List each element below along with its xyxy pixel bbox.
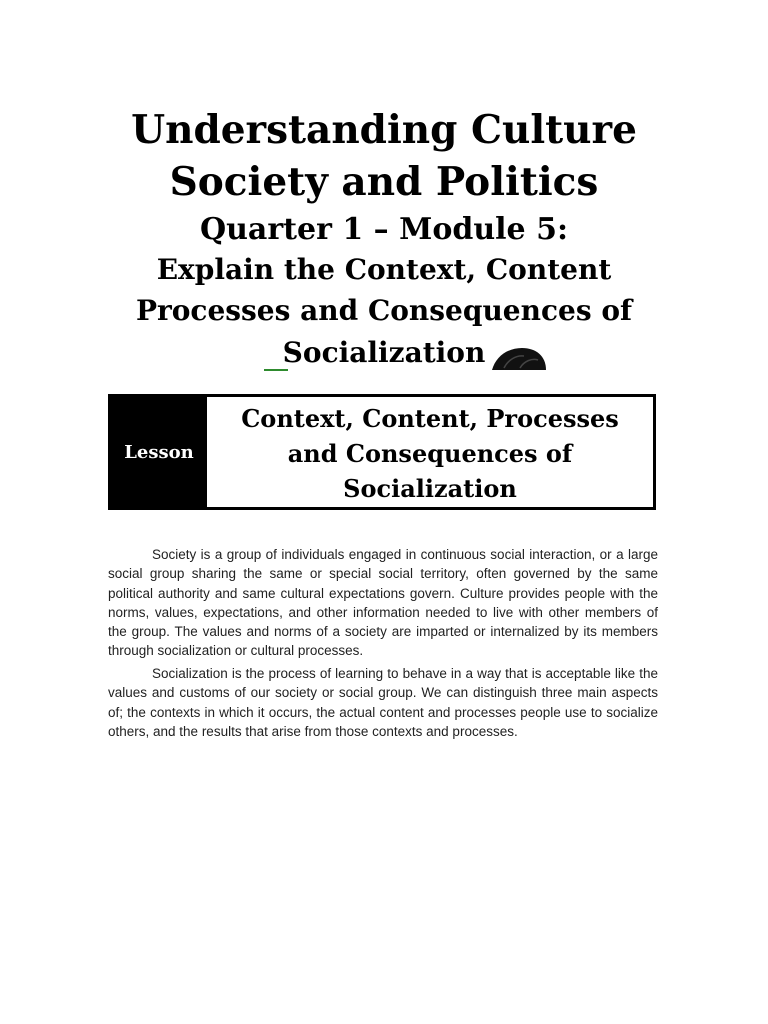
lesson-title-line-3: Socialization: [343, 474, 517, 503]
module-title-line-2: Processes and Consequences of: [135, 294, 633, 327]
lesson-title: [207, 401, 653, 506]
module-title-line-1: Explain the Context, Content: [156, 253, 612, 286]
document-title-line-1: Understanding Culture: [131, 107, 637, 153]
body-paragraph-socialization: Socialization is the process of learning to behave in a way that is acceptable like the values and customs of our society or social group. We can distinguish three main aspects of; the contexts in which it occurs, the actual content and processes people use to socialize others, and the results that arise from those contexts and processes.: [108, 666, 658, 739]
decorative-underline: [264, 369, 288, 371]
lesson-label: Lesson: [124, 442, 194, 463]
module-title-line-3: Socialization: [282, 336, 486, 369]
module-number: Quarter 1 – Module 5:: [199, 212, 569, 247]
lesson-title-line-1: Context, Content, Processes: [241, 404, 619, 433]
lesson-title-line-2: and Consequences of: [287, 439, 573, 468]
document-title-line-2: Society and Politics: [169, 159, 599, 205]
lesson-tab: [111, 397, 207, 507]
body-paragraph-society: Society is a group of individuals engaged in continuous social interaction, or a large social group sharing the same or special social territory, often governed by the same political authority and same cultural expectations govern. Culture provides people with the norms, values, expectations, and other information needed to live with other members of the group. The values and norms of a society are imparted or internalized by its members through socialization or cultural processes.: [108, 547, 658, 659]
decorative-blob-icon: [490, 346, 548, 372]
lesson-header-box: [108, 394, 656, 510]
